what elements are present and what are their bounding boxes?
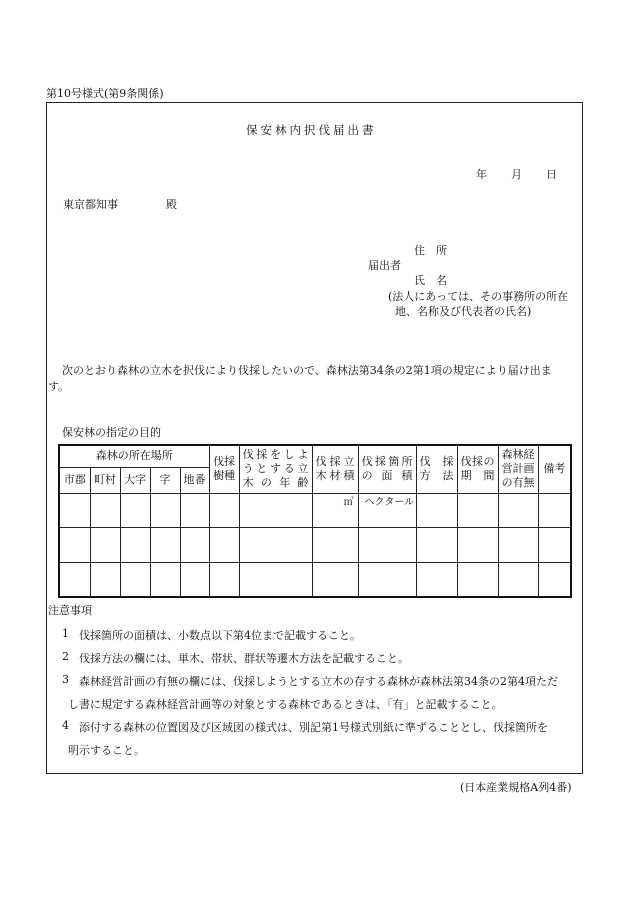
col-tree-age-header: 伐採をしよ うとする立 木の年齢 <box>239 445 312 493</box>
table-cell[interactable] <box>498 562 538 597</box>
addressee-name: 東京都知事 <box>63 198 118 211</box>
table-cell[interactable] <box>457 562 498 597</box>
table-cell[interactable] <box>239 562 312 597</box>
notes-heading: 注意事項 <box>48 604 92 617</box>
addressee-honorific: 殿 <box>166 198 177 211</box>
table-cell[interactable] <box>498 527 538 562</box>
table-cell[interactable] <box>120 493 150 527</box>
subheader-aza: 字 <box>150 467 180 493</box>
table-cell[interactable] <box>457 527 498 562</box>
note-2-number: 2 <box>62 650 69 663</box>
table-cell[interactable] <box>538 527 571 562</box>
form-number: 第10号様式(第9条関係) <box>46 87 164 100</box>
note-3-line2: し書に規定する森林経営計画等の対象とする森林であるときは、「有」と記載すること。 <box>68 698 503 711</box>
subheader-city: 市郡 <box>59 467 90 493</box>
col-plan-header: 森林経 営計画 の有無 <box>498 445 538 493</box>
felling-table <box>58 444 572 598</box>
table-cell[interactable] <box>120 562 150 597</box>
subheader-lot: 地番 <box>180 467 209 493</box>
table-row <box>59 527 571 562</box>
table-cell[interactable] <box>90 493 120 527</box>
purpose-label: 保安林の指定の目的 <box>62 426 161 439</box>
note-3-line1: 森林経営計画の有無の欄には、伐採しようとする立木の存する森林が森林法第34条の2第4項ただ <box>79 675 558 688</box>
body-text-line2: す。 <box>48 380 70 393</box>
area-cell[interactable] <box>358 493 416 527</box>
col-remarks-header: 備考 <box>538 445 571 493</box>
table-cell[interactable] <box>209 493 239 527</box>
notifier-label: 届出者 <box>368 259 401 272</box>
note-4-line1: 添付する森林の位置図及び区域図の様式は、別記第1号様式別紙に準ずることとし、伐採箇所を <box>79 721 548 734</box>
table-cell[interactable] <box>498 493 538 527</box>
table-cell[interactable] <box>239 493 312 527</box>
form-title: 保安林内択伐届出書 <box>246 123 377 137</box>
table-cell[interactable] <box>90 527 120 562</box>
table-cell[interactable] <box>312 562 358 597</box>
body-text-line1: 次のとおり森林の立木を択伐により伐採したいので、森林法第34条の2第1項の規定により届け出ま <box>62 364 552 377</box>
note-3-number: 3 <box>62 673 69 686</box>
name-label: 氏 名 <box>414 274 447 287</box>
col-volume-header: 伐採立 木材積 <box>312 445 358 493</box>
table-cell[interactable] <box>150 493 180 527</box>
table-row <box>59 493 571 527</box>
table-cell[interactable] <box>312 527 358 562</box>
date-month: 月 <box>511 168 522 181</box>
corp-note-line2: 地、名称及び代表者の氏名) <box>395 305 532 318</box>
table-cell[interactable] <box>416 493 457 527</box>
table-cell[interactable] <box>358 562 416 597</box>
table-cell[interactable] <box>180 562 209 597</box>
table-cell[interactable] <box>416 562 457 597</box>
table-cell[interactable] <box>180 493 209 527</box>
date-year: 年 <box>476 168 487 181</box>
subheader-town: 町村 <box>90 467 120 493</box>
corp-note-line1: (法人にあっては、その事務所の所在 <box>388 290 569 303</box>
unit-volume: ㎥ <box>343 496 354 508</box>
col-period-header: 伐採の 期間 <box>457 445 498 493</box>
table-cell[interactable] <box>209 562 239 597</box>
note-4-number: 4 <box>62 719 69 732</box>
table-cell[interactable] <box>538 493 571 527</box>
table-cell[interactable] <box>416 527 457 562</box>
note-2-line1: 伐採方法の欄には、単木、帯状、群状等遷木方法を記載すること。 <box>79 652 409 665</box>
footer-standard: (日本産業規格A列4番) <box>460 781 572 794</box>
subheader-oaza: 大字 <box>120 467 150 493</box>
table-cell[interactable] <box>59 562 90 597</box>
address-label: 住 所 <box>414 244 447 257</box>
table-cell[interactable] <box>358 527 416 562</box>
unit-area: ヘクタール <box>364 496 415 508</box>
col-method-header: 伐採 方法 <box>416 445 457 493</box>
col-tree-species-header: 伐採 樹種 <box>209 445 239 493</box>
note-1-line1: 伐採箇所の面積は、小数点以下第4位まで記載すること。 <box>79 629 361 642</box>
table-cell[interactable] <box>209 527 239 562</box>
table-cell[interactable] <box>120 527 150 562</box>
table-cell[interactable] <box>180 527 209 562</box>
table-cell[interactable] <box>90 562 120 597</box>
table-cell[interactable] <box>538 562 571 597</box>
table-cell[interactable] <box>239 527 312 562</box>
table-cell[interactable] <box>150 527 180 562</box>
table-cell[interactable] <box>59 493 90 527</box>
col-area-header: 伐採箇所 の面積 <box>358 445 416 493</box>
table-cell[interactable] <box>59 527 90 562</box>
volume-cell[interactable] <box>312 493 358 527</box>
note-1-number: 1 <box>62 627 69 640</box>
location-header: 森林の所在場所 <box>59 445 209 467</box>
note-4-line2: 明示すること。 <box>68 744 145 757</box>
table-cell[interactable] <box>457 493 498 527</box>
table-row <box>59 562 571 597</box>
table-cell[interactable] <box>150 562 180 597</box>
date-day: 日 <box>546 168 557 181</box>
